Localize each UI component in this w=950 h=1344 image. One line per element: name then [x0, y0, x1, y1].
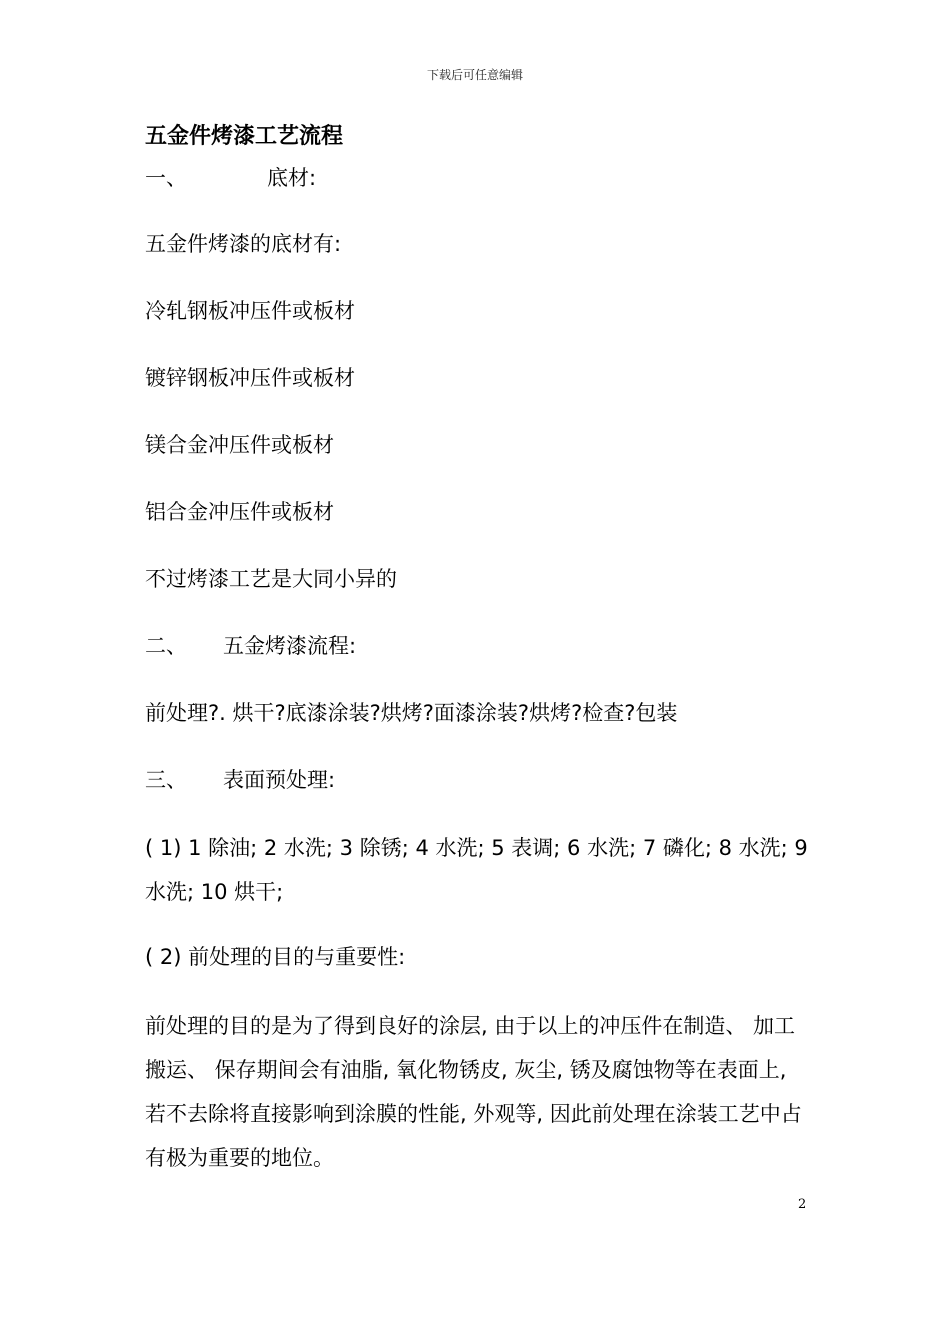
section-heading-3	[145, 765, 335, 795]
process-flow: 前处理?. 烘干?底漆涂装?烘烤?面漆涂装?烘烤?检查?包装	[145, 701, 678, 725]
section-heading-1	[145, 163, 316, 193]
purpose-heading: ( 2) 前处理的目的与重要性:	[145, 945, 406, 969]
section-label: 表面预处理:	[223, 768, 336, 792]
substrate-intro: 五金件烤漆的底材有:	[145, 232, 342, 256]
section-number: 一、	[145, 166, 187, 190]
document-title: 五金件烤漆工艺流程	[145, 124, 344, 149]
page-number: 2	[798, 1197, 807, 1212]
purpose-paragraph: 前处理的目的是为了得到良好的涂层, 由于以上的冲压件在制造、 加工搬运、 保存期间会有油脂, 氧化物锈皮, 灰尘, 锈及腐蚀物等在表面上, 若不去除将直接影响到涂膜的性能, 外观等, 因此前处理在涂装工艺中占有极为重要的地位。	[145, 1014, 802, 1170]
substrate-item: 镀锌钢板冲压件或板材	[145, 366, 355, 390]
page-header-note: 下载后可任意编辑	[426, 68, 523, 82]
section-label: 底材:	[267, 166, 317, 190]
substrate-note: 不过烤漆工艺是大同小异的	[145, 567, 397, 591]
section-heading-2	[145, 631, 356, 661]
pretreatment-steps: ( 1) 1 除油; 2 水洗; 3 除锈; 4 水洗; 5 表调; 6 水洗; 7 磷化; 8 水洗; 9 水洗; 10 烘干;	[145, 836, 808, 904]
substrate-item: 铝合金冲压件或板材	[145, 500, 334, 524]
substrate-item: 冷轧钢板冲压件或板材	[145, 299, 355, 323]
section-number: 二、	[145, 634, 187, 658]
substrate-item: 镁合金冲压件或板材	[145, 433, 334, 457]
section-label: 五金烤漆流程:	[223, 634, 357, 658]
section-number: 三、	[145, 768, 187, 792]
